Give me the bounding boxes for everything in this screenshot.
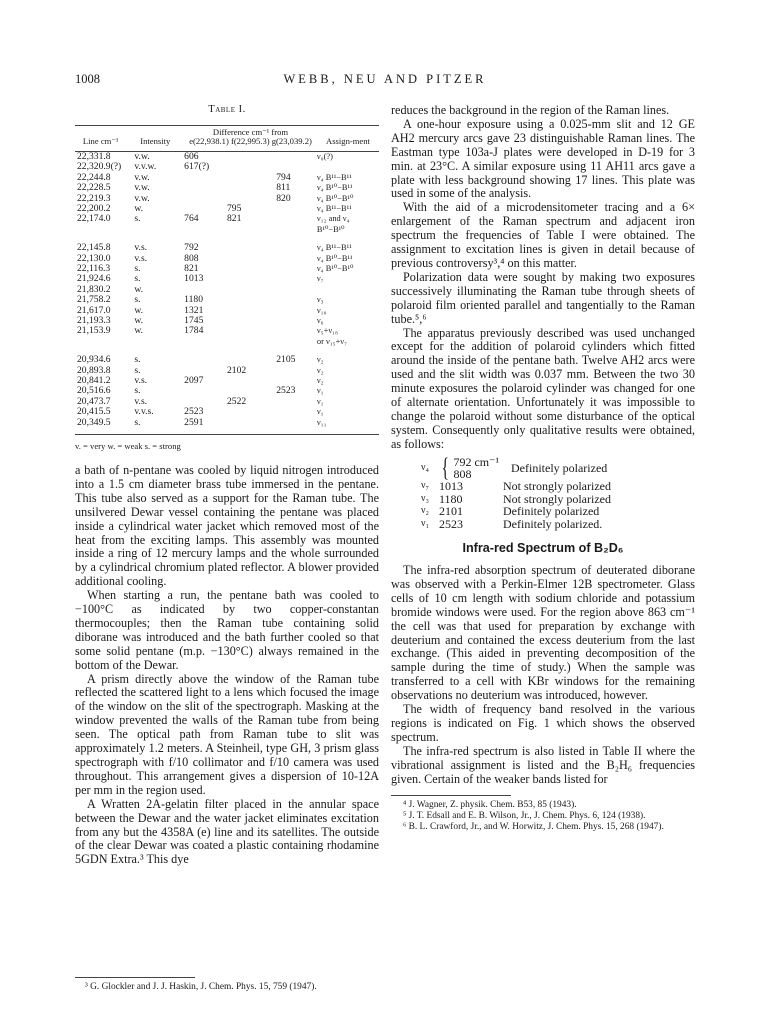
left-footnotes — [75, 969, 379, 993]
assignment-cell: ν₁₀ — [316, 305, 327, 315]
intensity-cell: v.w. — [134, 150, 150, 162]
diff-g-cell — [276, 151, 317, 162]
table-row — [75, 285, 379, 295]
diff-e-cell: 1180 — [184, 294, 204, 306]
intensity-cell: v.s. — [134, 242, 148, 254]
line-frequency-cell: 22,130.0 — [77, 252, 111, 264]
diff-f-cell — [227, 274, 276, 284]
brace-glyph: { — [441, 453, 449, 483]
assignment-cell: B¹⁰−B¹⁰ — [316, 224, 345, 234]
intensity-cell: s. — [134, 273, 141, 285]
diff-f-cell — [227, 376, 276, 386]
diff-g-cell: 2523 — [276, 385, 296, 397]
table-row — [75, 407, 379, 417]
header-line: Line cm⁻¹ — [75, 125, 126, 149]
table-body — [75, 151, 379, 432]
left-column — [75, 103, 379, 867]
assignment-cell: ν₆ — [316, 316, 324, 325]
table-note: v. = very w. = weak s. = strong — [75, 441, 181, 452]
diff-g-cell — [276, 326, 317, 336]
assignment-cell: ν₂ — [316, 365, 324, 375]
right-paragraph: reduces the background in the region of the Raman lines. — [391, 103, 670, 117]
diff-g-cell — [276, 337, 317, 347]
left-paragraph: When starting a run, the pentane bath was cooled to −100°C as indicated by two copper-constantan thermocouples; then the Raman tube containing solid diborane was introduced and the bath further cooled so that some solid pentane (m.p. −130°C) always remained in the bottom of the Dewar. — [75, 588, 379, 672]
intensity-cell: w. — [134, 304, 144, 316]
table-row — [75, 225, 379, 235]
diff-f-cell — [227, 151, 276, 162]
table-row — [75, 274, 379, 284]
assignment-cell: ν₄ B¹¹−B¹¹ — [316, 172, 352, 182]
intensity-cell: v.s. — [134, 395, 148, 407]
table-row — [75, 337, 379, 347]
table-row — [75, 243, 379, 253]
diff-e-cell: 808 — [184, 252, 199, 264]
table-bottom-rule — [75, 434, 379, 435]
line-frequency-cell: 21,153.9 — [77, 325, 111, 337]
right-paragraph: Polarization data were sought by making two exposures successively illuminating the Raman tube through sheets of polaroid film oriented parallel and tangentially to the Raman tube.⁵,⁶ — [391, 269, 695, 326]
line-frequency-cell: 21,924.6 — [77, 273, 111, 285]
left-paragraph: A Wratten 2A-gelatin filter placed in the annular space between the Dewar and the water jacket eliminates excitation from any but the 4358A (e) line and its satellites. The outside of the clear Dewar was coated a plastic containing rhodamine 5GDN Extra.³ This dye — [75, 796, 379, 867]
intensity-cell: s. — [134, 213, 141, 225]
diff-e-cell: 2591 — [184, 416, 204, 428]
line-frequency-cell: 20,934.6 — [77, 354, 111, 366]
intensity-cell: s. — [134, 354, 141, 366]
running-title: WEBB, NEU AND PITZER — [283, 72, 487, 86]
diff-e-cell: 617(?) — [184, 161, 210, 173]
footnote-rule — [75, 977, 195, 978]
line-frequency-cell: 21,830.2 — [77, 283, 111, 295]
section-heading: Infra-red Spectrum of B₂D₆ — [462, 541, 624, 556]
diff-e-cell — [184, 225, 227, 235]
table-row — [75, 183, 379, 193]
line-frequency-cell: 22,331.8 — [77, 150, 111, 162]
right-paragraph: The width of frequency band resolved in the various regions is indicated on Fig. 1 which shows the observed spectrum. — [391, 702, 695, 744]
diff-g-cell — [276, 243, 317, 253]
diff-e-cell: 764 — [184, 213, 199, 225]
intensity-cell: v.s. — [134, 375, 148, 387]
polarization-row — [391, 505, 695, 517]
mode-label: ν₂ — [420, 505, 429, 517]
assignment-cell: ν₁₂ and ν₄ — [316, 214, 350, 224]
diff-g-cell — [276, 274, 317, 284]
assignment-cell: ν₁₁ — [316, 417, 327, 427]
nu4-value: 808 — [453, 467, 472, 482]
polarization-rows — [391, 480, 695, 530]
assignment-cell: ν₁ — [316, 396, 324, 406]
diff-e-cell: 792 — [184, 242, 199, 254]
line-frequency-cell: 20,841.2 — [77, 375, 111, 387]
assignment-cell — [317, 285, 379, 295]
assignment-cell: ν₂ — [316, 376, 324, 386]
diff-f-cell — [227, 173, 276, 183]
line-frequency-cell: 22,228.5 — [77, 182, 111, 194]
diff-g-cell: 811 — [276, 182, 291, 194]
intensity-cell: v.w. — [134, 171, 150, 183]
header-intensity: Intensity — [126, 125, 184, 149]
mode-label: ν₄ — [420, 461, 429, 473]
diff-f-cell — [227, 162, 276, 172]
intensity-cell: v.w. — [134, 182, 150, 194]
line-frequency-cell: 22,219.3 — [77, 192, 111, 204]
diff-e-cell: 1321 — [184, 304, 204, 316]
diff-g-cell — [276, 316, 317, 326]
right-paragraph: The infra-red absorption spectrum of deuterated diborane was observed with a Perkin-Elmer 12B spectrometer. Glass cells of 10 cm length with sodium chloride and potassium bromide windows were used. For the region above 863 cm⁻¹ the cell was that used for preparation by exchange with deuterium and contained the excess deuterium from the last exchange. (This aided in preventing decomposition of the sample during the time of study.) When the sample was transferred to a cell with KBr windows for the remaining observations no deuterium was introduced, however. — [391, 563, 695, 703]
intensity-cell: w. — [134, 283, 144, 295]
table-row — [75, 162, 379, 172]
diff-e-cell — [184, 355, 227, 365]
diff-e-cell — [184, 337, 227, 347]
diff-g-cell — [276, 295, 317, 305]
line-frequency-cell — [75, 337, 126, 347]
diff-e-cell — [184, 386, 227, 396]
line-frequency-cell: 20,893.8 — [77, 364, 111, 376]
table-row — [75, 214, 379, 224]
left-paragraph: a bath of n-pentane was cooled by liquid nitrogen introduced into a 1.5 cm diameter brass tube immersed in the pentane. This tube also served as a support for the Raman tube. The unsilvered Dewar vessel containing the pentane was placed inside a cylindrical water jacket which removed most of the heat from the exciting lamps. This assembly was mounted inside a ring of 12 mercury lamps and the whole surrounded by a cylindrical chromium plated reflector. A blower provided additional cooling. — [75, 462, 379, 589]
intensity-cell: w. — [134, 315, 144, 326]
intensity-cell: w. — [134, 325, 144, 337]
assignment-cell: or ν₁₅+ν₇ — [316, 336, 348, 346]
intensity-cell: s. — [134, 294, 141, 306]
intensity-cell: v.s. — [134, 252, 148, 264]
assignment-cell: ν₄ B¹¹−B¹¹ — [316, 203, 352, 213]
footnote: ⁴ J. Wagner, Z. physik. Chem. B53, 85 (1943). — [403, 799, 577, 810]
intensity-cell: v.v.s. — [134, 406, 154, 418]
diff-e-cell: 1013 — [184, 273, 204, 285]
footnote: ⁶ B. L. Crawford, Jr., and W. Horwitz, J. Chem. Phys. 15, 268 (1947). — [403, 821, 664, 832]
nu4-value: 792 cm⁻¹ — [453, 454, 500, 469]
intensity-cell: s. — [134, 262, 141, 274]
diff-g-cell — [276, 418, 317, 432]
line-frequency-cell: 22,116.3 — [77, 262, 111, 274]
polarization-row — [391, 518, 695, 530]
right-paragraph: With the aid of a microdensitometer tracing and a 6× enlargement of the Raman spectrum and adjacent iron spectrum the frequencies of Table I were obtained. The assignment to excitation lines is given in detail because of previous controversy³,⁴ on this matter. — [391, 200, 695, 270]
polarization-value: 2523 — [439, 516, 463, 531]
table-row — [75, 254, 379, 264]
diff-e-cell: 2523 — [184, 406, 204, 418]
line-frequency-cell: 20,415.5 — [77, 406, 111, 418]
mode-label: ν₇ — [420, 480, 429, 492]
mode-label: ν₁ — [420, 517, 429, 529]
assignment-cell: ν₂ — [316, 355, 324, 365]
table-row — [75, 306, 379, 316]
diff-g-cell: 794 — [276, 171, 291, 183]
polarization-desc: Definitely polarized — [503, 504, 600, 519]
header-difference-label: Difference cm⁻¹ from — [212, 126, 289, 137]
diff-f-cell: 2522 — [226, 395, 247, 407]
intensity-cell: s. — [134, 385, 141, 397]
diff-f-cell — [227, 306, 276, 316]
line-frequency-cell: 20,349.5 — [77, 416, 111, 428]
table-row — [75, 366, 379, 376]
assignment-cell: ν₄ B¹⁰−B¹¹ — [316, 253, 353, 263]
intensity-cell: v.w. — [134, 192, 150, 204]
table-row — [75, 173, 379, 183]
diff-f-cell — [227, 407, 276, 417]
diff-f-cell — [227, 316, 276, 326]
diff-g-cell — [276, 407, 317, 417]
header-difference — [184, 125, 317, 149]
header-assignment: Assign-ment — [317, 125, 379, 149]
diff-f-cell — [227, 243, 276, 253]
diff-f-cell — [227, 183, 276, 193]
line-frequency-cell: 22,174.0 — [77, 213, 111, 225]
line-frequency-cell — [75, 225, 126, 235]
diff-g-cell — [276, 285, 317, 295]
line-frequency-cell: 21,193.3 — [77, 315, 111, 326]
table-caption: Table I. — [208, 104, 246, 115]
diff-g-cell — [276, 306, 317, 316]
footnote-rule — [391, 795, 511, 796]
line-frequency-cell: 21,758.2 — [77, 294, 111, 306]
diff-g-cell — [276, 254, 317, 264]
polarization-value: 1180 — [439, 491, 463, 506]
polarization-desc: Not strongly polarized — [503, 479, 611, 494]
mode-label: ν₃ — [420, 492, 429, 504]
nu4-values — [453, 456, 511, 481]
diff-g-cell — [276, 397, 317, 407]
diff-f-cell: 2102 — [226, 364, 247, 376]
group-spacer — [75, 347, 379, 355]
assignment-cell: ν₁ — [316, 407, 324, 417]
diff-e-cell: 1784 — [184, 325, 204, 337]
diff-f-cell — [227, 264, 276, 274]
intensity-cell: s. — [134, 364, 141, 376]
table-row — [75, 326, 379, 336]
table-row — [75, 418, 379, 432]
polarization-desc: Not strongly polarized — [503, 491, 611, 506]
assignment-cell: ν₄ B¹¹−B¹¹ — [316, 243, 352, 253]
assignment-cell: ν₃ — [316, 295, 324, 305]
polarization-results — [391, 453, 695, 531]
right-column — [391, 104, 695, 833]
assignment-cell: ν₄ B¹⁰−B¹⁰ — [316, 263, 354, 273]
line-frequency-cell: 22,145.8 — [77, 242, 111, 254]
diff-g-cell: 2105 — [276, 354, 296, 366]
diff-g-cell — [276, 366, 317, 376]
left-paragraph: A prism directly above the window of the Raman tube reflected the scattered light to a lens which focused the image of the window on the slit of the spectrograph. Masking at the window prevented the walls of the Raman tube from being seen. The optical path from Raman tube to slit was approximately 1.2 meters. A Steinheil, type GH, 3 prism glass spectrograph with f/10 collimator and f/10 camera was used throughout. This arrangement gives a dispersion of 10-12A per mm in the region used. — [75, 671, 379, 797]
line-frequency-cell: 20,473.7 — [77, 395, 111, 407]
assignment-cell: ν₁ — [316, 386, 324, 396]
diff-g-cell — [276, 264, 317, 274]
intensity-cell — [126, 225, 184, 235]
diff-e-cell — [184, 183, 227, 193]
assignment-cell: ν₀(?) — [316, 151, 333, 161]
assignment-cell: ν₇ — [316, 274, 324, 284]
raman-lines-table — [75, 125, 379, 432]
diff-f-cell — [227, 295, 276, 305]
diff-e-cell: 2097 — [184, 375, 204, 387]
table-row — [75, 264, 379, 274]
polarization-desc: Definitely polarized. — [503, 516, 603, 531]
running-header — [75, 72, 695, 88]
diff-f-cell — [227, 326, 276, 336]
diff-e-cell: 821 — [184, 262, 199, 274]
diff-e-cell: 606 — [184, 150, 199, 162]
diff-f-cell — [227, 254, 276, 264]
diff-f-cell — [227, 337, 276, 347]
polarization-value: 2101 — [439, 504, 463, 519]
assignment-cell: ν₅+ν₁₈ — [316, 326, 338, 336]
diff-g-cell — [276, 214, 317, 224]
assignment-cell — [317, 162, 379, 172]
intensity-cell: v.v.w. — [134, 161, 157, 173]
diff-f-cell — [227, 285, 276, 295]
right-paragraph: The apparatus previously described was used unchanged except for the addition of polaroid cylinders which fitted around the inside of the pentane bath. Twelve AH2 arcs were used and the slit width was 0.037 mm. Between the two 30 minute exposures the polaroid cylinder was changed for one of alternate orientation. Unfortunately it was impossible to change the polaroid without some disturbance of the optical system. Consequently only qualitative results were obtained, as follows: — [391, 325, 695, 451]
table-row — [75, 295, 379, 305]
table-row — [75, 316, 379, 326]
line-frequency-cell: 21,617.0 — [77, 304, 111, 316]
intensity-cell — [126, 337, 184, 347]
footnote: ⁵ J. T. Edsall and E. B. Wilson, Jr., J. Chem. Phys. 6, 124 (1938). — [403, 810, 646, 821]
table-row — [75, 376, 379, 386]
diff-f-cell — [227, 418, 276, 432]
diff-f-cell: 795 — [226, 202, 242, 214]
table-row — [75, 397, 379, 407]
diff-e-cell: 1745 — [184, 315, 204, 326]
diff-f-cell — [227, 225, 276, 235]
assignment-cell: ν₄ B¹⁰−B¹¹ — [316, 183, 353, 193]
polarization-row — [391, 480, 695, 492]
diff-e-cell — [184, 173, 227, 183]
right-paragraph: A one-hour exposure using a 0.025-mm slit and 12 GE AH2 mercury arcs gave 23 distinguishable Raman lines. The Eastman type 103a-J plates were developed in D-19 for 3 min. at 23°C. A similar exposure using 11 AH11 arcs gave a plate with less background showing 17 lines. This plate was used in some of the analysis. — [391, 116, 695, 201]
polarization-value: 1013 — [439, 479, 463, 494]
header-difference-sub: e(22,938.1) f(22,995.3) g(23,039.2) — [189, 135, 312, 146]
group-spacer — [75, 235, 379, 243]
assignment-cell: ν₄ B¹⁰−B¹⁰ — [316, 193, 354, 203]
diff-e-cell — [184, 194, 227, 204]
polarization-row-nu4 — [391, 453, 695, 483]
diff-g-cell — [276, 204, 317, 214]
polarization-desc: Definitely polarized — [511, 460, 608, 475]
line-frequency-cell: 22,244.8 — [77, 171, 111, 183]
right-paragraph: The infra-red spectrum is also listed in Table II where the vibrational assignment is listed and the B₂H₆ frequencies given. Certain of the weaker bands listed for — [391, 743, 695, 786]
brace-group — [439, 453, 511, 483]
intensity-cell: s. — [134, 416, 141, 428]
page-number: 1008 — [75, 72, 100, 86]
line-frequency-cell: 20,516.6 — [77, 385, 111, 397]
line-frequency-cell: 22,320.9(?) — [77, 161, 122, 173]
footnote: ³ G. Glockler and J. J. Haskin, J. Chem. Phys. 15, 759 (1947). — [85, 982, 317, 992]
diff-g-cell — [276, 225, 317, 235]
diff-g-cell: 820 — [276, 192, 291, 204]
line-frequency-cell: 22,200.2 — [77, 202, 111, 214]
diff-f-cell: 821 — [226, 213, 242, 225]
intensity-cell: w. — [134, 202, 144, 214]
